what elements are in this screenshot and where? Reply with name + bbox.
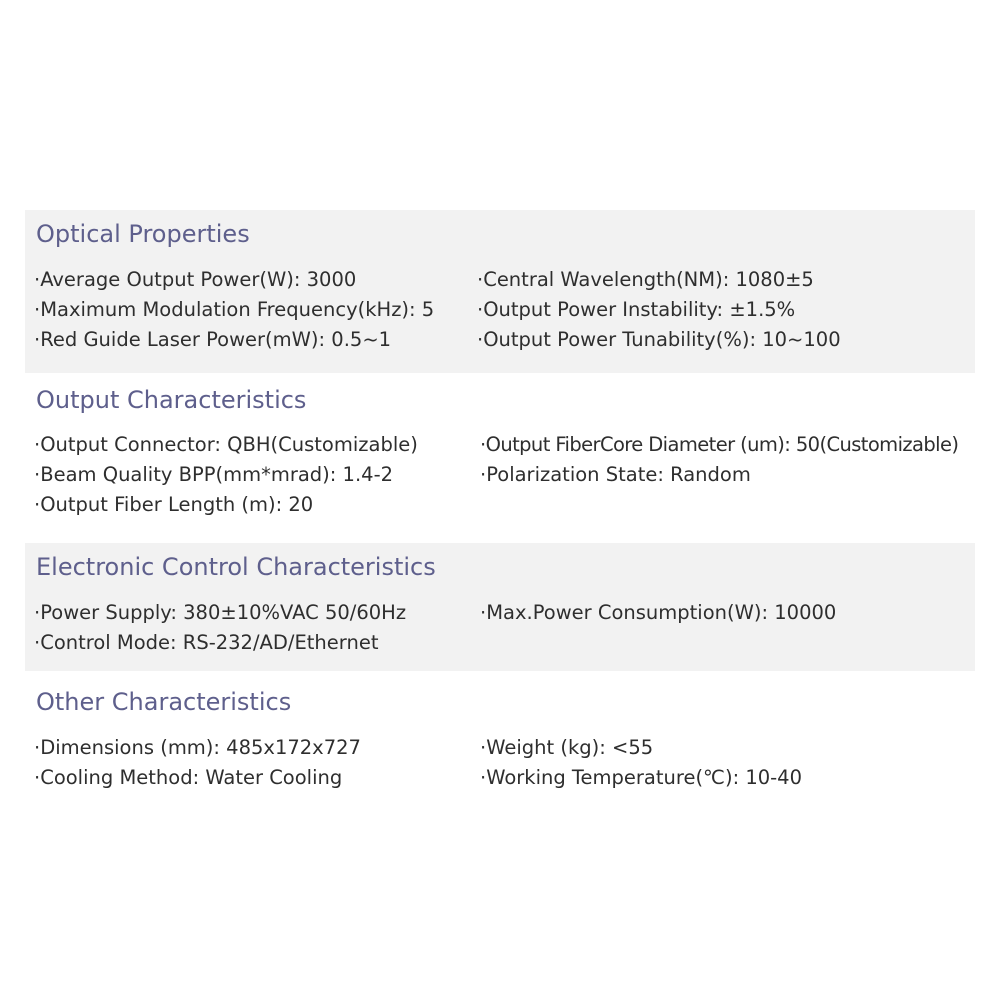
spec-item: ·Weight (kg): <55: [480, 736, 654, 759]
spec-item: ·Maximum Modulation Frequency(kHz): 5: [34, 298, 435, 321]
spec-item: ·Power Supply: 380±10%VAC 50/60Hz: [34, 601, 407, 624]
section-other-characteristics: [25, 671, 975, 806]
spec-item: ·Output Fiber Length (m): 20: [34, 493, 314, 516]
spec-column-right: [480, 598, 836, 628]
spec-item: ·Max.Power Consumption(W): 10000: [480, 601, 837, 624]
spec-item: ·Output FiberCore Diameter (um): 50(Customizable): [480, 433, 959, 456]
spec-column-left: [34, 733, 361, 793]
section-title: Optical Properties: [36, 220, 250, 248]
section-title: Other Characteristics: [36, 688, 292, 716]
spec-column-left: [34, 430, 418, 520]
spec-item: ·Cooling Method: Water Cooling: [34, 766, 343, 789]
spec-item: ·Output Connector: QBH(Customizable): [34, 433, 418, 456]
spec-item: ·Average Output Power(W): 3000: [34, 268, 357, 291]
section-optical-properties: [25, 210, 975, 373]
spec-column-right: [477, 265, 841, 355]
spec-item: ·Output Power Tunability(%): 10~100: [477, 328, 841, 351]
section-title: Output Characteristics: [36, 386, 307, 414]
spec-column-right: [480, 430, 958, 490]
spec-item: ·Red Guide Laser Power(mW): 0.5~1: [34, 328, 392, 351]
spec-item: ·Polarization State: Random: [480, 463, 751, 486]
spec-item: ·Control Mode: RS-232/AD/Ethernet: [34, 631, 379, 654]
spec-item: ·Working Temperature(℃): 10-40: [480, 766, 802, 789]
spec-column-right: [480, 733, 802, 793]
section-output-characteristics: [25, 373, 975, 543]
section-title: Electronic Control Characteristics: [36, 553, 436, 581]
section-electronic-control: [25, 543, 975, 671]
spec-item: ·Output Power Instability: ±1.5%: [477, 298, 796, 321]
spec-column-left: [34, 265, 434, 355]
spec-item: ·Beam Quality BPP(mm*mrad): 1.4-2: [34, 463, 394, 486]
spec-item: ·Dimensions (mm): 485x172x727: [34, 736, 361, 759]
spec-item: ·Central Wavelength(NM): 1080±5: [477, 268, 814, 291]
spec-column-left: [34, 598, 406, 658]
